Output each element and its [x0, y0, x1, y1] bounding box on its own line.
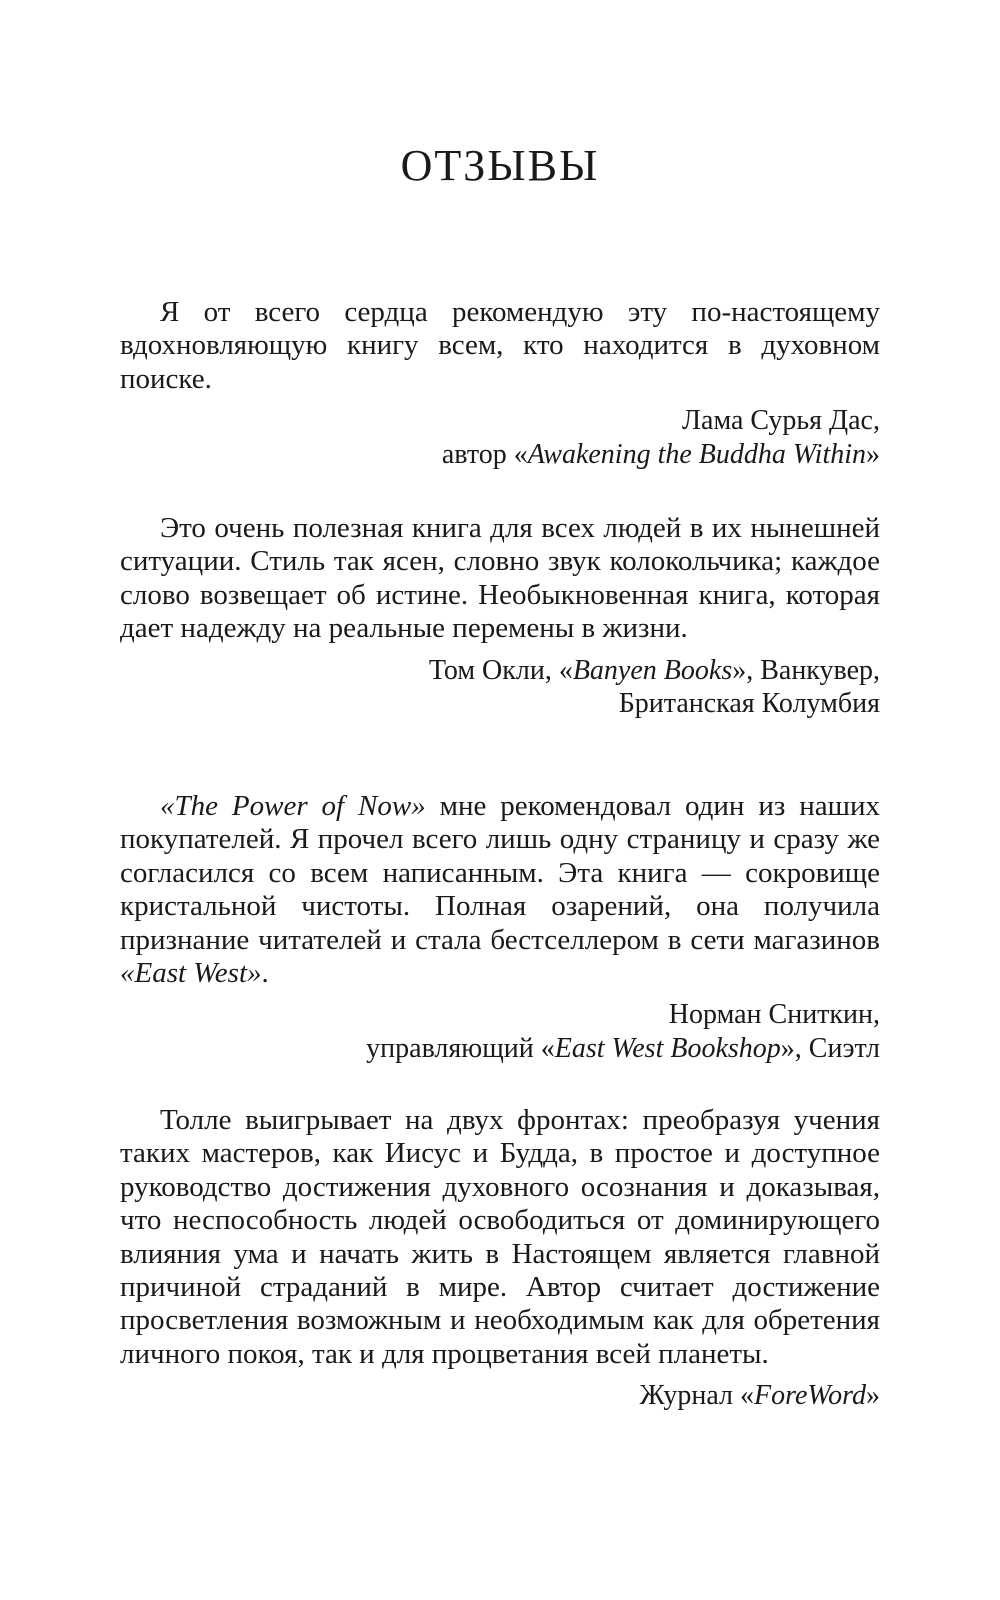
book-title: «The Power of Now» — [160, 790, 426, 822]
author-name: Норман Сниткин, — [668, 999, 880, 1031]
author-name: Журнал «ForeWord» — [639, 1380, 880, 1412]
store-name: East West Bookshop — [554, 1032, 781, 1064]
review-text: Толле выигрывает на двух фронтах: преобразуя учения таких мастеров, как Иисус и Будда, в простое и доступное руководство достижения духовного осознания и доказывая, что неспособность людей освободиться от доминирующего влияния ума и начать жить в Настоящем является главной причиной страданий в мире. Автор считает достижение просветления возможным и необходимым как для обретения личного покоя, так и для процветания всей планеты. — [120, 1104, 880, 1370]
review-4 — [120, 1104, 880, 1413]
book-title: Awakening the Buddha Within — [527, 438, 866, 470]
store-name: Banyen Books — [572, 654, 733, 686]
author-detail: автор «Awakening the Buddha Within» — [441, 438, 880, 470]
review-author — [120, 998, 880, 1065]
review-text: Это очень полезная книга для всех людей в их нынешней ситуации. Стиль так ясен, словно звук колокольчика; каждое слово возвещает об истине. Необыкновенная книга, которая дает надежду на реальные перемены в жизни. — [120, 512, 880, 645]
review-1 — [120, 296, 880, 471]
author-name: Лама Сурья Дас, — [682, 405, 880, 437]
page-title: ОТЗЫВЫ — [400, 141, 600, 190]
page — [120, 0, 880, 1600]
review-author — [120, 404, 880, 471]
author-detail: Британская Колумбия — [618, 688, 880, 720]
store-name: «East West» — [120, 957, 262, 990]
review-2 — [120, 512, 880, 720]
review-author — [120, 1379, 880, 1412]
review-author — [120, 654, 880, 721]
review-3 — [120, 790, 880, 1065]
magazine-name: ForeWord — [754, 1380, 866, 1412]
review-text: Я от всего сердца рекомендую эту по-настоящему вдохновляющую книгу всем, кто находится в духовном поиске. — [120, 296, 880, 395]
review-text: «The Power of Now» мне рекомендовал один из наших покупателей. Я прочел всего лишь одну страницу и сразу же согласился со всем написанным. Эта книга — сокровище кристальной чистоты. Полная озарений, она получила признание читателей и стала бестселлером в сети магазинов «East West». — [120, 790, 880, 990]
author-name: Том Окли, «Banyen Books», Ванкувер, — [428, 654, 880, 686]
author-detail: управляющий «East West Bookshop», Сиэтл — [366, 1032, 880, 1064]
